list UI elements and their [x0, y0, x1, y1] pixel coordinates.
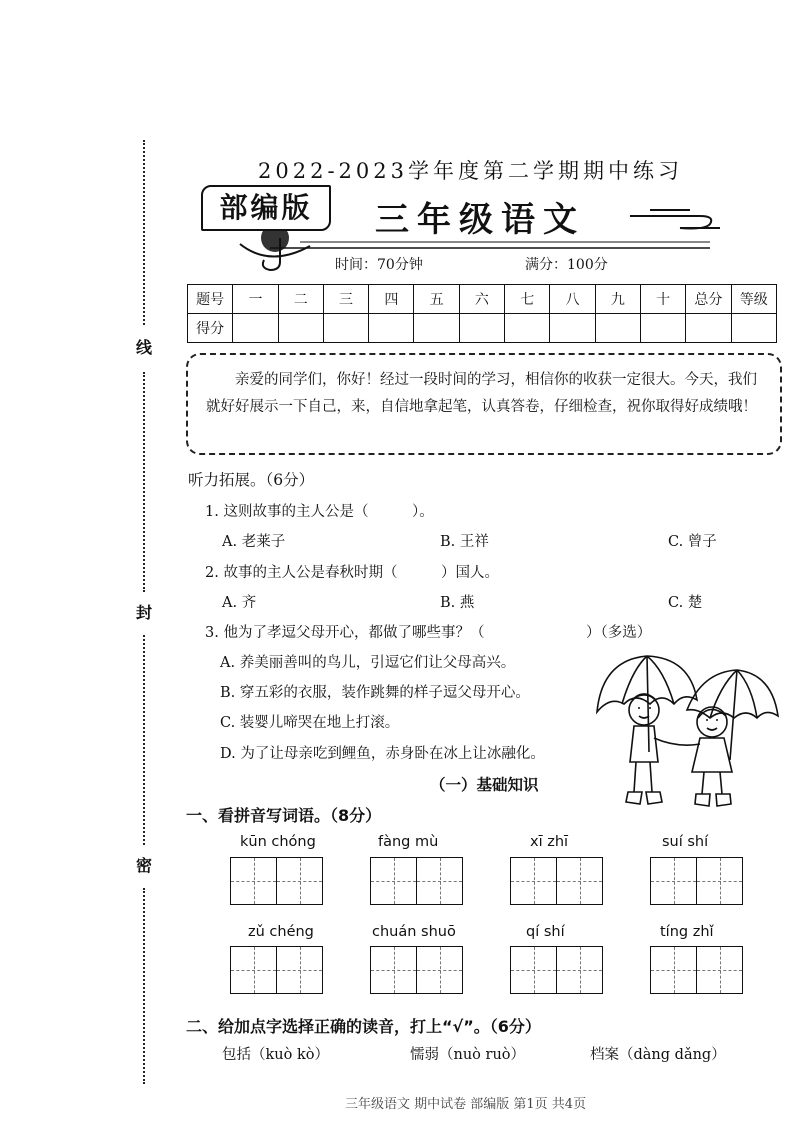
answer-grid[interactable] — [650, 946, 743, 994]
pinyin-label: fàng mù — [378, 834, 439, 850]
score-cell[interactable] — [233, 314, 278, 343]
score-table-score-row — [188, 314, 777, 343]
listening-q1-option-c[interactable]: C. 曾子 — [668, 534, 717, 550]
score-cell[interactable] — [595, 314, 640, 343]
score-cell[interactable] — [459, 314, 504, 343]
pinyin-label: chuán shuō — [372, 924, 456, 940]
score-cell[interactable] — [686, 314, 731, 343]
margin-char-secret: 密 — [136, 856, 153, 875]
listening-q2-stem: 2. 故事的主人公是春秋时期（ ）国人。 — [205, 565, 499, 581]
score-cell[interactable] — [550, 314, 595, 343]
listening-q1-option-b[interactable]: B. 王祥 — [440, 534, 489, 550]
answer-grid[interactable] — [230, 946, 323, 994]
umbrella-kids-illustration — [592, 652, 782, 812]
exam-title: 2022-2023学年度第二学期期中练习 — [258, 159, 683, 183]
score-header-cell: 八 — [550, 285, 595, 314]
score-table-header-row — [188, 285, 777, 314]
answer-grid[interactable] — [370, 857, 463, 905]
listening-q3-option-a[interactable]: A. 养美丽善叫的鸟儿，引逗它们让父母高兴。 — [220, 655, 516, 671]
listening-q3-option-b[interactable]: B. 穿五彩的衣服，装作跳舞的样子逗父母开心。 — [220, 685, 530, 701]
greeting-box: 亲爱的同学们，你好！经过一段时间的学习，相信你的收获一定很大。今天，我们就好好展示一下自己，来，自信地拿起笔，认真答卷，仔细检查，祝你取得好成绩哦！ — [186, 353, 782, 455]
score-header-cell: 总分 — [686, 285, 731, 314]
binding-dotted-line-top — [143, 140, 145, 325]
score-table — [187, 284, 777, 343]
answer-grid[interactable] — [650, 857, 743, 905]
pinyin-label: tíng zhǐ — [660, 924, 714, 940]
listening-q3-option-c[interactable]: C. 装婴儿啼哭在地上打滚。 — [220, 715, 400, 731]
score-cell[interactable] — [278, 314, 323, 343]
listening-q3-stem: 3. 他为了孝逗父母开心，都做了哪些事？（ ）（多选） — [205, 625, 652, 641]
score-header-cell: 九 — [595, 285, 640, 314]
section1-title: 一、看拼音写词语。（8分） — [186, 806, 382, 825]
binding-dotted-line-bottom — [143, 888, 145, 1084]
score-cell[interactable] — [731, 314, 776, 343]
binding-dotted-line-mid — [143, 372, 145, 592]
listening-q2-option-b[interactable]: B. 燕 — [440, 595, 475, 611]
section2-title: 二、给加点字选择正确的读音，打上“√”。（6分） — [186, 1017, 541, 1036]
answer-grid[interactable] — [230, 857, 323, 905]
listening-q1-option-a[interactable]: A. 老莱子 — [222, 534, 286, 550]
edition-badge: 部编版 — [201, 185, 331, 231]
listening-q2-option-c[interactable]: C. 楚 — [668, 595, 703, 611]
score-header-cell: 一 — [233, 285, 278, 314]
score-cell[interactable] — [369, 314, 414, 343]
score-header-cell: 十 — [640, 285, 685, 314]
binding-dotted-line-lower — [143, 635, 145, 845]
score-header-cell: 二 — [278, 285, 323, 314]
listening-q1-stem: 1. 这则故事的主人公是（ ）。 — [205, 504, 434, 520]
score-header-cell: 三 — [323, 285, 368, 314]
margin-char-seal: 封 — [136, 603, 153, 622]
basic-knowledge-title: （一）基础知识 — [430, 776, 539, 794]
score-header-cell: 六 — [459, 285, 504, 314]
score-header-cell: 等级 — [731, 285, 776, 314]
score-header-cell: 题号 — [188, 285, 233, 314]
score-cell[interactable] — [414, 314, 459, 343]
score-row-label: 得分 — [188, 314, 233, 343]
pinyin-label: zǔ chéng — [248, 924, 314, 940]
score-header-cell: 五 — [414, 285, 459, 314]
exam-time: 时间：70分钟 — [335, 257, 423, 273]
full-score: 满分：100分 — [525, 257, 608, 273]
pinyin-label: kūn chóng — [240, 834, 316, 850]
listening-q2-option-a[interactable]: A. 齐 — [222, 595, 257, 611]
pinyin-label: suí shí — [662, 834, 709, 850]
pinyin-label: xī zhī — [530, 834, 569, 850]
reading-item[interactable]: 懦弱（nuò ruò） — [410, 1047, 526, 1063]
subject-title: 三年级语文 — [375, 200, 585, 240]
answer-grid[interactable] — [510, 946, 603, 994]
answer-grid[interactable] — [510, 857, 603, 905]
reading-item[interactable]: 包括（kuò kò） — [222, 1047, 329, 1063]
listening-q3-option-d[interactable]: D. 为了让母亲吃到鲤鱼，赤身卧在冰上让冰融化。 — [220, 746, 545, 762]
score-header-cell: 七 — [505, 285, 550, 314]
pinyin-label: qí shí — [526, 924, 565, 940]
score-header-cell: 四 — [369, 285, 414, 314]
reading-item[interactable]: 档案（dàng dǎng） — [590, 1047, 726, 1063]
page-footer: 三年级语文 期中试卷 部编版 第1页 共4页 — [345, 1097, 587, 1112]
score-cell[interactable] — [640, 314, 685, 343]
score-cell[interactable] — [323, 314, 368, 343]
margin-char-line: 线 — [136, 338, 153, 357]
score-cell[interactable] — [505, 314, 550, 343]
answer-grid[interactable] — [370, 946, 463, 994]
listening-title: 听力拓展。（6分） — [188, 471, 315, 489]
